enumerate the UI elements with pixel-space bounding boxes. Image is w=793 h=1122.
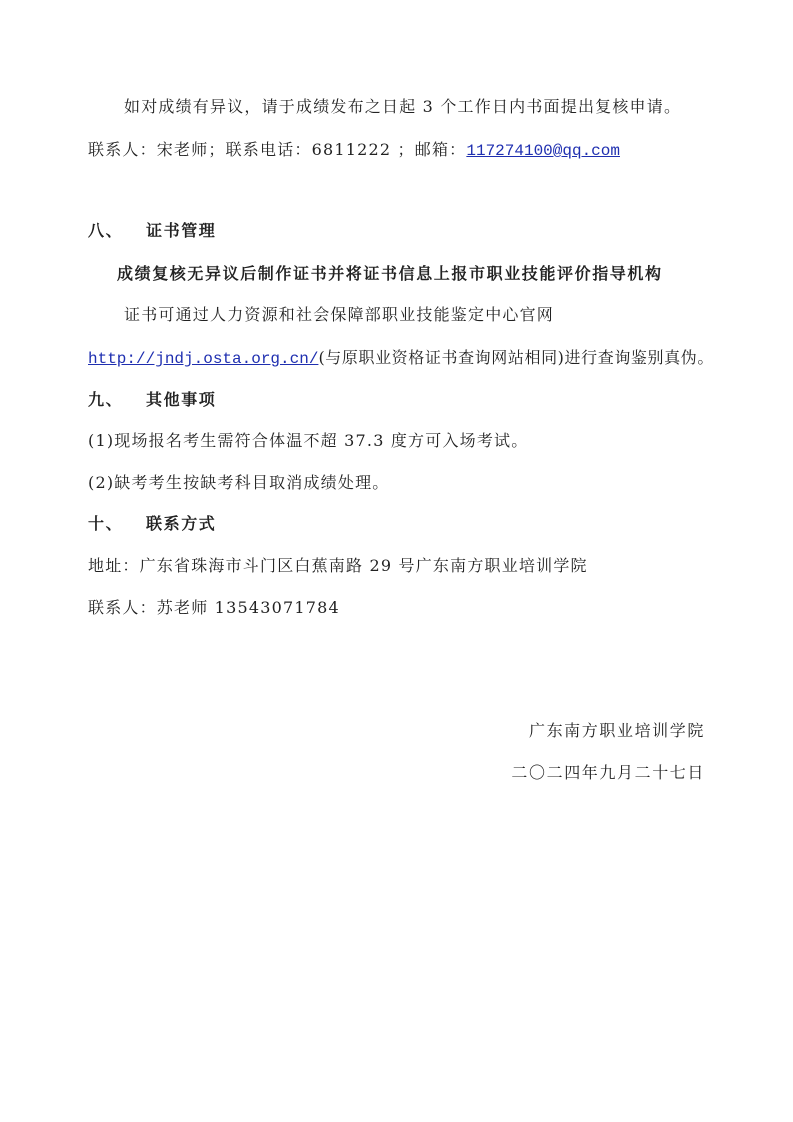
email-link[interactable]: 117274100@qq.com — [466, 142, 620, 160]
signature-org: 广东南方职业培训学院 — [528, 721, 705, 740]
section-10-heading — [88, 513, 216, 535]
section-10-title: 联系方式 — [146, 514, 217, 533]
section-9-title: 其他事项 — [146, 390, 217, 409]
section-8-heading — [88, 220, 216, 242]
signature-date: 二〇二四年九月二十七日 — [511, 763, 705, 782]
other-item-1: (1)现场报名考生需符合体温不超 37.3 度方可入场考试。 — [88, 431, 529, 450]
section-9-heading — [88, 389, 216, 411]
review-contact-line — [88, 139, 620, 162]
review-contact-text: 联系人：宋老师；联系电话：6811222 ；邮箱： — [88, 140, 467, 159]
certificate-report-line: 成绩复核无异议后制作证书并将证书信息上报市职业技能评价指导机构 — [117, 264, 663, 283]
certificate-url-rest: (与原职业资格证书查询网站相同)进行查询鉴别真伪。 — [318, 348, 714, 367]
section-8-number: 八、 — [88, 221, 124, 240]
section-8-title: 证书管理 — [146, 221, 217, 240]
other-item-2: (2)缺考考生按缺考科目取消成绩处理。 — [88, 473, 390, 492]
contact-line: 联系人：苏老师 13543071784 — [88, 598, 340, 617]
section-10-number: 十、 — [88, 514, 124, 533]
section-9-number: 九、 — [88, 390, 124, 409]
certificate-url-line — [88, 347, 714, 370]
osta-link[interactable]: http://jndj.osta.org.cn/ — [88, 350, 319, 368]
certificate-query-line: 证书可通过人力资源和社会保障部职业技能鉴定中心官网 — [124, 305, 555, 324]
address-line: 地址：广东省珠海市斗门区白蕉南路 29 号广东南方职业培训学院 — [88, 556, 588, 575]
review-notice: 如对成绩有异议，请于成绩发布之日起 3 个工作日内书面提出复核申请。 — [124, 97, 682, 116]
